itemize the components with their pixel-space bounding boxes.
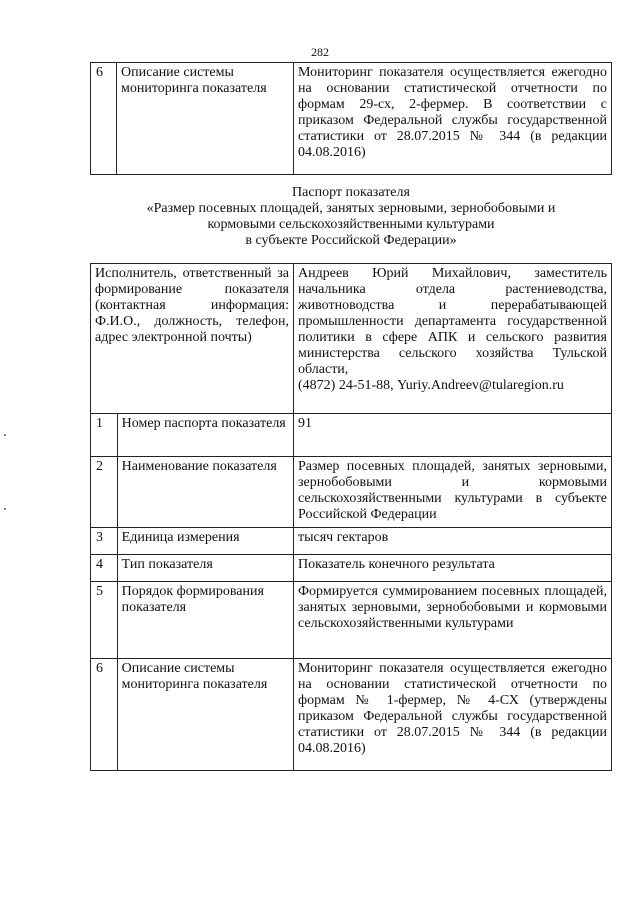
table-row bbox=[91, 264, 612, 414]
row-label: Наименование показателя bbox=[117, 457, 293, 528]
row-number: 6 bbox=[91, 659, 118, 771]
table-row bbox=[91, 457, 612, 528]
top-table bbox=[90, 62, 612, 175]
row-number: 1 bbox=[91, 414, 118, 457]
table-row bbox=[91, 582, 612, 659]
passport-title-line: «Размер посевных площадей, занятых зерновыми, зернобобовыми и bbox=[146, 201, 556, 216]
row-value: Показатель конечного результата bbox=[294, 555, 612, 582]
row-value: тысяч гектаров bbox=[294, 528, 612, 555]
row-value: Мониторинг показателя осуществляется ежегодно на основании статистической отчетности по формам № 1-фермер, № 4-СХ (утверждены приказом Федеральной службы государственной статистики от 28.07.2015 № 344 (в редакции 04.08.2016) bbox=[294, 659, 612, 771]
row-label: Описание системы мониторинга показателя bbox=[117, 659, 293, 771]
table-row bbox=[91, 63, 612, 175]
passport-title-line: Паспорт показателя bbox=[292, 185, 410, 200]
executor-value: Андреев Юрий Михайлович, заместитель начальника отдела растениеводства, животноводства и перерабатывающей промышленности департамента государственной политики в сфере АПК и сельского развития министерства сельского хозяйства Тульской области, bbox=[298, 266, 607, 377]
row-number: 4 bbox=[91, 555, 118, 582]
row-number: 6 bbox=[91, 63, 117, 175]
page-number: 282 bbox=[311, 45, 329, 59]
row-label: Описание системы мониторинга показателя bbox=[117, 63, 294, 175]
row-number: 2 bbox=[91, 457, 118, 528]
row-label: Единица измерения bbox=[117, 528, 293, 555]
passport-title-line: кормовыми сельскохозяйственными культурами bbox=[207, 217, 495, 232]
row-number: 5 bbox=[91, 582, 118, 659]
passport-title bbox=[90, 185, 612, 249]
scan-mark bbox=[4, 434, 6, 436]
row-label: Порядок формирования показателя bbox=[117, 582, 293, 659]
passport-table bbox=[90, 263, 612, 771]
table-row bbox=[91, 414, 612, 457]
row-value: 91 bbox=[294, 414, 612, 457]
row-value: Размер посевных площадей, занятых зерновыми, зернобобовыми и кормовыми сельскохозяйственными культурами в субъекте Российской Федерации bbox=[294, 457, 612, 528]
passport-title-line: в субъекте Российской Федерации» bbox=[245, 233, 457, 248]
executor-label: Исполнитель, ответственный за формирование показателя (контактная информация: Ф.И.О., должность, телефон, адрес электронной почты) bbox=[91, 264, 294, 414]
row-number: 3 bbox=[91, 528, 118, 555]
row-value: Формируется суммированием посевных площадей, занятых зерновыми, зернобобовыми и кормовыми сельскохозяйственными культурами bbox=[294, 582, 612, 659]
row-label: Тип показателя bbox=[117, 555, 293, 582]
scan-mark bbox=[4, 508, 6, 510]
table-row bbox=[91, 528, 612, 555]
table-row bbox=[91, 555, 612, 582]
table-row bbox=[91, 659, 612, 771]
executor-value-cell bbox=[294, 264, 612, 414]
row-value: Мониторинг показателя осуществляется ежегодно на основании статистической отчетности по формам 29-сх, 2-фермер. В соответствии с приказом Федеральной службы государственной статистики от 28.07.2015 № 344 (в редакции 04.08.2016) bbox=[294, 63, 612, 175]
row-label: Номер паспорта показателя bbox=[117, 414, 293, 457]
executor-contact: (4872) 24-51-88, Yuriy.Andreev@tularegion.ru bbox=[298, 378, 564, 393]
